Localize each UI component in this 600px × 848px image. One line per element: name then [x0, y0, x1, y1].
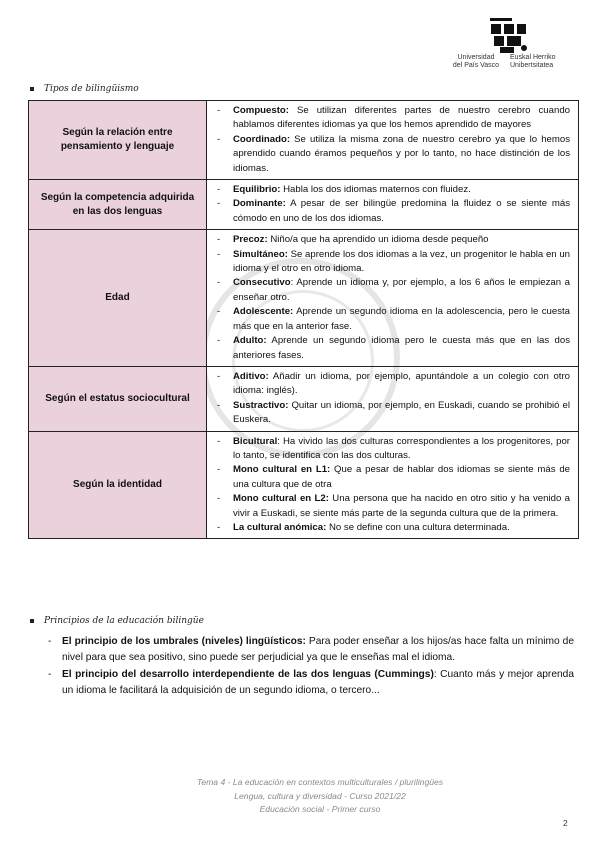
type-description: No se define con una cultura determinada.: [326, 521, 510, 533]
page-number: 2: [563, 818, 568, 828]
logo-line: Universidad: [457, 54, 495, 61]
type-term: La cultural anómica:: [233, 521, 327, 533]
type-list: [215, 183, 570, 226]
list-item: [215, 334, 570, 363]
type-list: [215, 370, 570, 428]
description-cell: [207, 366, 579, 431]
description-cell: [207, 180, 579, 230]
category-cell: Según la relación entre pensamiento y lenguaje: [29, 101, 207, 180]
table-row: [29, 230, 579, 367]
principles-list: [44, 634, 574, 699]
type-term: Adolescente:: [233, 306, 294, 318]
type-list: [215, 435, 570, 536]
list-item: [215, 197, 570, 226]
list-item: [215, 463, 570, 492]
logo-line: Unibertsitatea: [510, 62, 554, 69]
type-description: : Aprende un idioma y, por ejemplo, a los 6 años le empiezan a enseñar otro.: [233, 277, 570, 303]
principle-text: : Cuanto más y mejor aprenda un idioma le facilitará la adquisición de un segundo idioma, o tercero...: [62, 668, 574, 696]
type-description: Se utiliza la misma zona de nuestro cerebro ya que lo hemos aprendido cuando éramos pequeños y por lo tanto, no hace distinción de los idiomas.: [233, 133, 570, 174]
type-description: Que a pesar de hablar dos idiomas se siente más de una cultura que de otra: [233, 464, 571, 490]
list-item: [215, 104, 570, 133]
logo-line: del País Vasco: [452, 62, 500, 69]
logo-text-spanish: [446, 54, 506, 70]
list-item: [215, 248, 570, 277]
type-term: Compuesto:: [233, 105, 289, 116]
type-list: [215, 104, 570, 176]
description-cell: [207, 230, 579, 367]
list-item: [215, 276, 570, 305]
list-item: [215, 305, 570, 334]
category-cell: Según el estatus sociocultural: [29, 366, 207, 431]
description-cell: [207, 101, 579, 180]
type-term: Dominante:: [233, 198, 286, 210]
list-item: [44, 634, 574, 667]
section-title: Principios de la educación bilingüe: [44, 616, 204, 626]
list-item: [215, 521, 570, 535]
table-row: [29, 180, 579, 230]
category-cell: Edad: [29, 230, 207, 367]
type-description: A pesar de ser bilingüe predomina la fluidez o se siente más cómodo en uno de los dos idiomas.: [233, 198, 570, 224]
type-description: Niño/a que ha aprendido un idioma desde pequeño: [267, 234, 489, 246]
square-bullet-icon: [30, 619, 34, 623]
list-item: [215, 435, 570, 464]
category-cell: Según la identidad: [29, 431, 207, 539]
type-term: Simultáneo:: [233, 248, 288, 260]
table-row: [29, 431, 579, 539]
type-description: Una persona que ha nacido en otro sitio y ha venido a vivir a Euskadi, se siente más parte de la segunda cultura que de la primera.: [233, 493, 570, 519]
description-cell: [207, 431, 579, 539]
university-logo: [438, 18, 578, 74]
footer-line: Educación social - Primer curso: [259, 804, 381, 814]
bilingualism-types-table: [28, 100, 579, 539]
type-term: Sustractivo:: [233, 399, 289, 411]
list-item: [215, 133, 570, 176]
principle-term: El principio del desarrollo interdependiente de las dos lenguas (Cummings): [62, 668, 434, 680]
type-term: Consecutivo: [233, 277, 291, 289]
list-item: [44, 667, 574, 700]
type-list: [215, 233, 570, 363]
type-description: Habla los dos idiomas maternos con fluidez.: [280, 184, 471, 196]
type-term: Equilibrio:: [233, 184, 281, 196]
section-heading-types: [30, 84, 139, 94]
type-description: Quitar un idioma, por ejemplo, en Euskadi, cuando se prohibió el Euskera.: [233, 399, 570, 426]
category-cell: Según la competencia adquirida en las dos lenguas: [29, 180, 207, 230]
list-item: [215, 492, 570, 521]
type-description: Se aprende los dos idiomas a la vez, un progenitor le habla en un idioma y el otro en otro idioma.: [233, 248, 570, 275]
type-term: Mono cultural en L2:: [233, 493, 329, 505]
type-term: Bicultural: [233, 435, 278, 447]
section-heading-principles: [30, 616, 204, 626]
principle-term: El principio de los umbrales (niveles) lingüísticos:: [62, 636, 306, 647]
type-description: : Ha vivido las dos culturas correspondientes a los progenitores, por lo tanto, se identifica con las dos culturas.: [233, 435, 570, 461]
list-item: [215, 399, 570, 428]
type-term: Adulto:: [233, 335, 267, 347]
university-emblem-icon: [488, 18, 528, 54]
table-row: [29, 366, 579, 431]
logo-line: Euskal Herriko: [510, 54, 556, 61]
type-description: Aprende un segundo idioma pero le cuesta más que en las dos anteriores fases.: [233, 335, 570, 361]
section-title: Tipos de bilingüismo: [44, 84, 139, 94]
list-item: [215, 183, 570, 197]
list-item: [215, 370, 570, 399]
type-term: Precoz:: [233, 234, 268, 246]
type-term: Mono cultural en L1:: [233, 464, 331, 476]
footer-line: Tema 4 - La educación en contextos multiculturales / plurilingües: [196, 777, 444, 787]
square-bullet-icon: [30, 87, 34, 91]
footer-line: Lengua, cultura y diversidad - Curso 2021/22: [234, 790, 406, 801]
type-description: Añadir un idioma, por ejemplo, apuntándole a un colegio con otro idioma: inglés).: [233, 370, 570, 397]
logo-text-basque: [510, 54, 576, 70]
type-term: Coordinado:: [233, 133, 291, 145]
list-item: [215, 233, 570, 247]
type-description: Se utilizan diferentes partes de nuestro cerebro cuando hablamos diferentes idiomas ya que los hemos aprendido de mayores: [233, 105, 570, 131]
page-footer: [100, 776, 540, 817]
table-row: [29, 101, 579, 180]
principle-text: Para poder enseñar a los hijos/as hace falta un mínimo de nivel para que sea positivo, sino puede ser perjudicial ya que le enseñas mal el idioma.: [62, 636, 574, 664]
type-description: Aprende un segundo idioma en la adolescencia, pero le cuesta más que en la anterior fase.: [233, 306, 570, 332]
type-term: Aditivo:: [233, 370, 269, 382]
